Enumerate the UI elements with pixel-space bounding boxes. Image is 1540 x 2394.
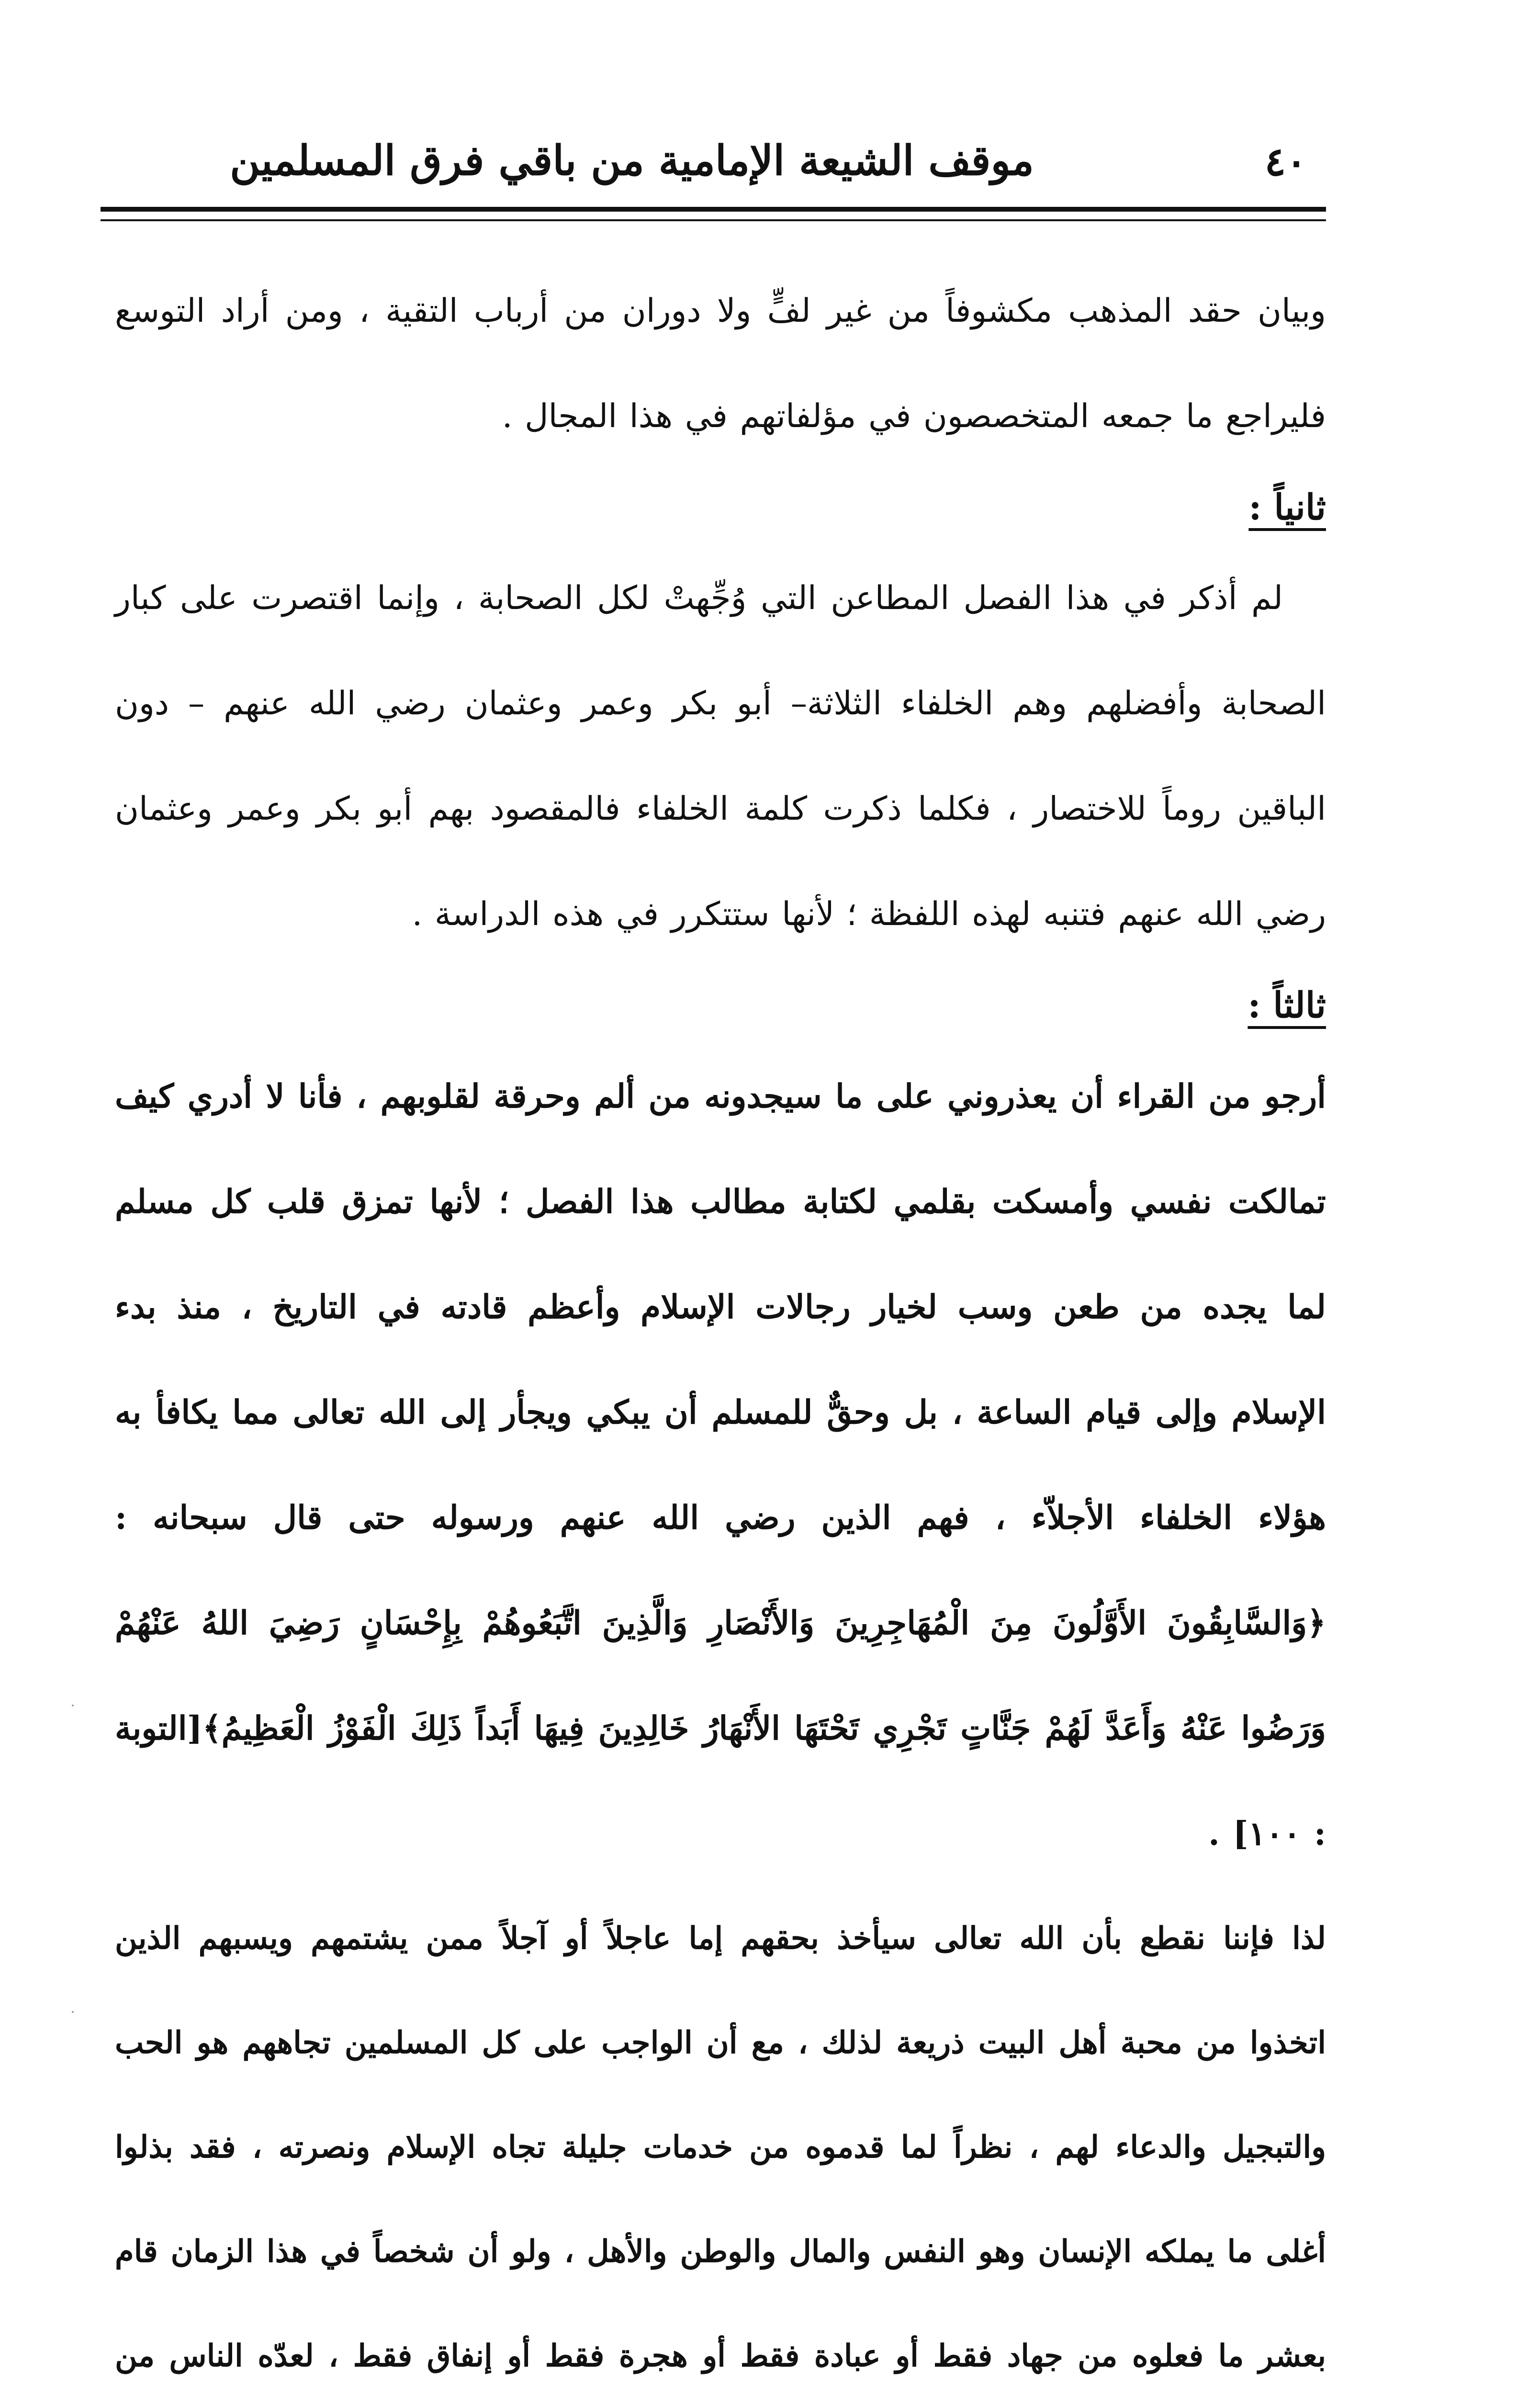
body-text	[115, 259, 1326, 2394]
page-header	[101, 110, 1326, 196]
paragraph-1: وبيان حقد المذهب مكشوفاً من غير لفٍّ ولا دوران من أرباب التقية ، ومن أراد التوسع فليراجع ما جمعه المتخصصون في مؤلفاتهم في هذا المجال .	[115, 292, 1326, 435]
header-rule-thick	[101, 207, 1326, 212]
header-rule-thin	[101, 219, 1326, 221]
page-number: ٤٠	[1264, 139, 1307, 185]
paragraph-2: لم أذكر في هذا الفصل المطاعن التي وُجِّهتْ لكل الصحابة ، وإنما اقتصرت على كبار الصحابة وأفضلهم وهم الخلفاء الثلاثة– أبو بكر وعمر وعثمان رضي الله عنهم – دون الباقين روماً للاختصار ، فكلما ذكرت كلمة الخلفاء فالمقصود بهم أبو بكر وعمر وعثمان رضي الله عنهم فتنبه لهذه اللفظة ؛ لأنها ستتكرر في هذه الدراسة .	[115, 579, 1326, 933]
scan-speck	[72, 2011, 74, 2013]
scan-speck	[72, 1705, 74, 1706]
running-title: موقف الشيعة الإمامية من باقي فرق المسلمين	[230, 136, 1034, 185]
paragraph-3: أرجو من القراء أن يعذروني على ما سيجدونه من ألم وحرقة لقلوبهم ، فأنا لا أدري كيف تمالكت نفسي وأمسكت بقلمي لكتابة مطالب هذا الفصل ؛ لأنها تمزق قلب كل مسلم لما يجده من طعن وسب لخيار رجالات الإسلام وأعظم قادته في التاريخ ، منذ بدء الإسلام وإلى قيام الساعة ، بل وحقٌّ للمسلم أن يبكي ويجأر إلى الله تعالى مما يكافأ به هؤلاء الخلفاء الأجلاّء ، فهم الذين رضي الله عنهم ورسوله حتى قال سبحانه : ﴿وَالسَّابِقُونَ الأَوَّلُونَ مِنَ الْمُهَاجِرِينَ وَالأَنْصَارِ وَالَّذِينَ اتَّبَعُوهُمْ بِإِحْسَانٍ رَضِيَ اللهُ عَنْهُمْ وَرَضُوا عَنْهُ وَأَعَدَّ لَهُمْ جَنَّاتٍ تَجْرِي تَحْتَهَا الأَنْهَارُ خَالِدِينَ فِيهَا أَبَداً ذَلِكَ الْفَوْزُ الْعَظِيمُ﴾[التوبة : ١٠٠] .	[115, 1077, 1326, 1853]
section-heading-third: ثالثاً :	[1248, 985, 1326, 1026]
section-heading-second: ثانياً :	[1248, 487, 1326, 528]
paragraph-4: لذا فإننا نقطع بأن الله تعالى سيأخذ بحقهم إما عاجلاً أو آجلاً ممن يشتمهم ويسبهم الذين اتخذوا من محبة أهل البيت ذريعة لذلك ، مع أن الواجب على كل المسلمين تجاههم هو الحب والتبجيل والدعاء لهم ، نظراً لما قدموه من خدمات جليلة تجاه الإسلام ونصرته ، فقد بذلوا أغلى ما يملكه الإنسان وهو النفس والمال والوطن والأهل ، ولو أن شخصاً في هذا الزمان قام بعشر ما فعلوه من جهاد فقط أو عبادة فقط أو هجرة فقط أو إنفاق فقط ، لعدّه الناس من	[115, 1920, 1326, 2374]
